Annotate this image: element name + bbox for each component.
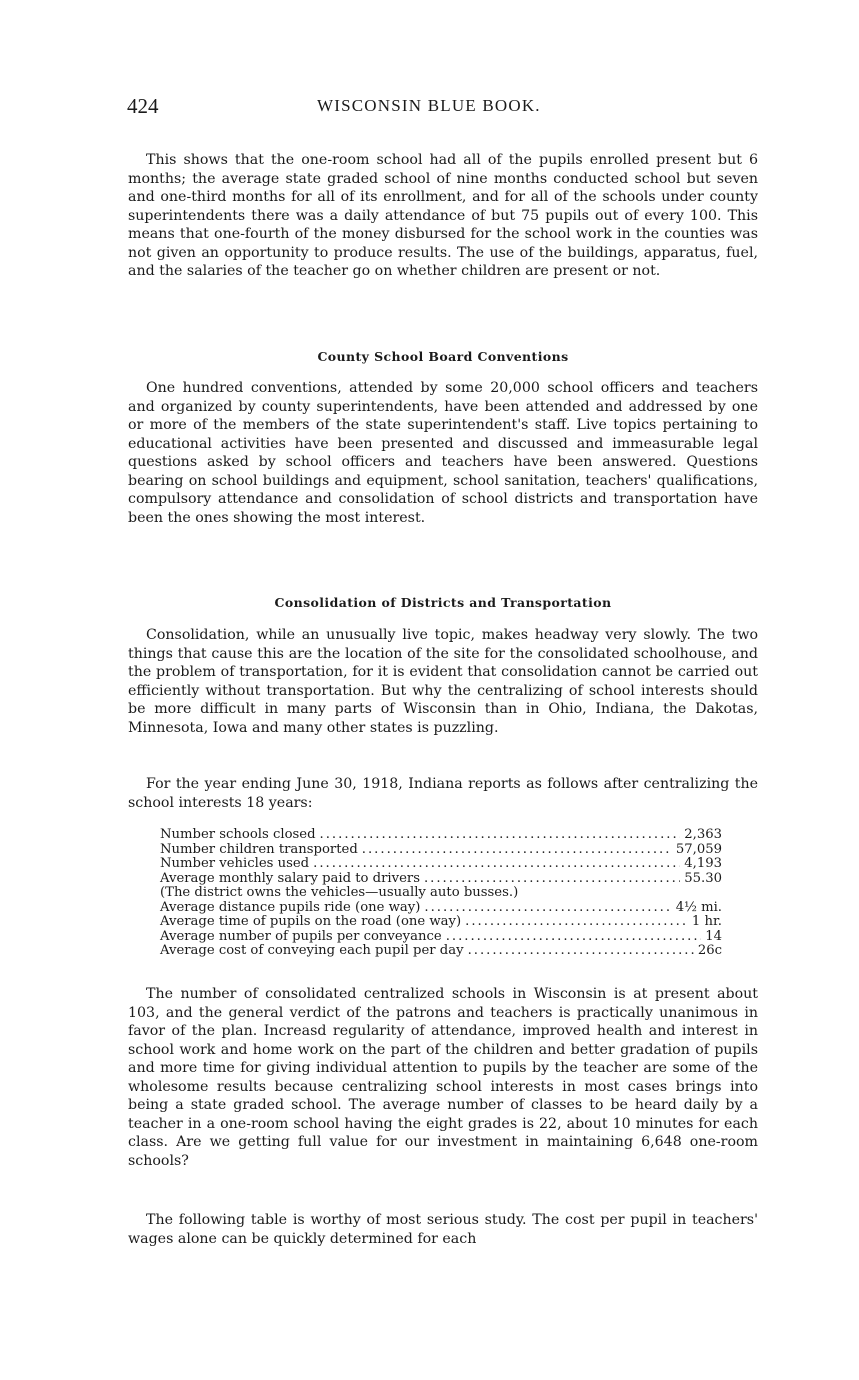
dot-leader — [468, 944, 694, 959]
stat-value: 26c — [697, 943, 722, 958]
dot-leader — [465, 915, 688, 930]
stat-value: 55.30 — [684, 870, 722, 886]
body-paragraph: This shows that the one-room school had all of the pupils enrolled present but 6 months; the average state graded school of nine months conducted school but seven and one-third months for all of its enrollment, and for all of the schools under county superintendents there was a daily attendance of but 75 pupils out of every 100. This means that one-fourth of the money disbursed for the school work in the counties was not given an opportunity to produce results. The use of the buildings, apparatus, fuel, and the salaries of the teacher go on whether children are present or not. — [128, 152, 758, 279]
body-paragraph: One hundred conventions, attended by some 20,000 school officers and teachers and organized by county superintendents, have been attended and addressed by one or more of the members of the state superintendent's staff. Live topics pertaining to educational activities have been presented and discussed and immeasurable legal questions asked by school officers and teachers have been answered. Questions bearing on school buildings and equipment, school sanitation, teachers' qualifications, compulsory attendance and consolidation of school districts and transportation have been the ones showing the most interest. — [128, 380, 758, 526]
stat-row — [160, 857, 722, 872]
stat-row — [160, 944, 722, 959]
stat-row — [160, 901, 722, 916]
dot-leader — [446, 930, 702, 945]
body-paragraph: Consolidation, while an unusually live topic, makes headway very slowly. The two things that cause this are the location of the site for the consolidated schoolhouse, and the problem of transportation, for it is evident that consolidation cannot be carried out efficiently without transportation. But why the centralizing of school interests should be more difficult in many parts of Wisconsin than in Ohio, Indiana, the Dakotas, Minnesota, Iowa and many other states is puzzling. — [128, 627, 758, 736]
stat-value: 4,193 — [684, 856, 722, 871]
stat-value: 57,059 — [675, 841, 722, 857]
stat-value: 1 hr. — [691, 914, 722, 929]
dot-leader — [313, 857, 680, 872]
stat-label: Average cost of conveying each pupil per day — [160, 943, 464, 958]
indiana-statistics-table — [160, 828, 722, 959]
stat-label: Average time of pupils on the road (one way) — [160, 914, 462, 929]
dot-leader — [362, 843, 672, 858]
dot-leader — [424, 901, 671, 916]
body-paragraph: The following table is worthy of most serious study. The cost per pupil in teachers' wages alone can be quickly determined for each — [128, 1212, 758, 1247]
stat-row — [160, 843, 722, 858]
dot-leader — [424, 872, 680, 887]
body-paragraph: The number of consolidated centralized schools in Wisconsin is at present about 103, and the general verdict of the patrons and teachers is practically unanimous in favor of the plan. Increasd regularity of attendance, improved health and interest in school work and home work on the part of the children and better gradation of pupils and more time for giving individual attention to pupils by the teacher are some of the wholesome results because centralizing school interests in most cases brings into being a state graded school. The average number of classes to be heard daily by a teacher in a one-room school having the eight grades is 22, about 10 minutes for each class. Are we getting full value for our investment in maintaining 6,648 one-room schools? — [128, 986, 758, 1169]
stat-label: Number children transported — [160, 841, 358, 857]
section-heading: Consolidation of Districts and Transportation — [274, 595, 612, 610]
stat-value: 14 — [705, 928, 722, 944]
stat-row — [160, 915, 722, 930]
dot-leader — [320, 828, 681, 843]
stat-label: Number schools closed — [160, 827, 316, 842]
stat-label: Average distance pupils ride (one way) — [160, 899, 421, 915]
stat-label: Average number of pupils per conveyance — [160, 928, 442, 944]
stat-row — [160, 930, 722, 945]
body-paragraph: For the year ending June 30, 1918, Indiana reports as follows after centralizing the school interests 18 years: — [128, 776, 758, 811]
stat-note: (The district owns the vehicles—usually auto busses.) — [160, 885, 519, 900]
stat-value: 2,363 — [684, 827, 722, 842]
stat-label: Average monthly salary paid to drivers — [160, 870, 420, 886]
page-header — [127, 94, 757, 120]
page-number: 424 — [127, 94, 159, 118]
stat-label: Number vehicles used — [160, 856, 310, 871]
stat-value: 4½ mi. — [675, 899, 722, 915]
running-title: WISCONSIN BLUE BOOK. — [317, 96, 541, 115]
section-heading: County School Board Conventions — [317, 349, 569, 364]
stat-row — [160, 828, 722, 843]
stat-row — [160, 872, 722, 887]
